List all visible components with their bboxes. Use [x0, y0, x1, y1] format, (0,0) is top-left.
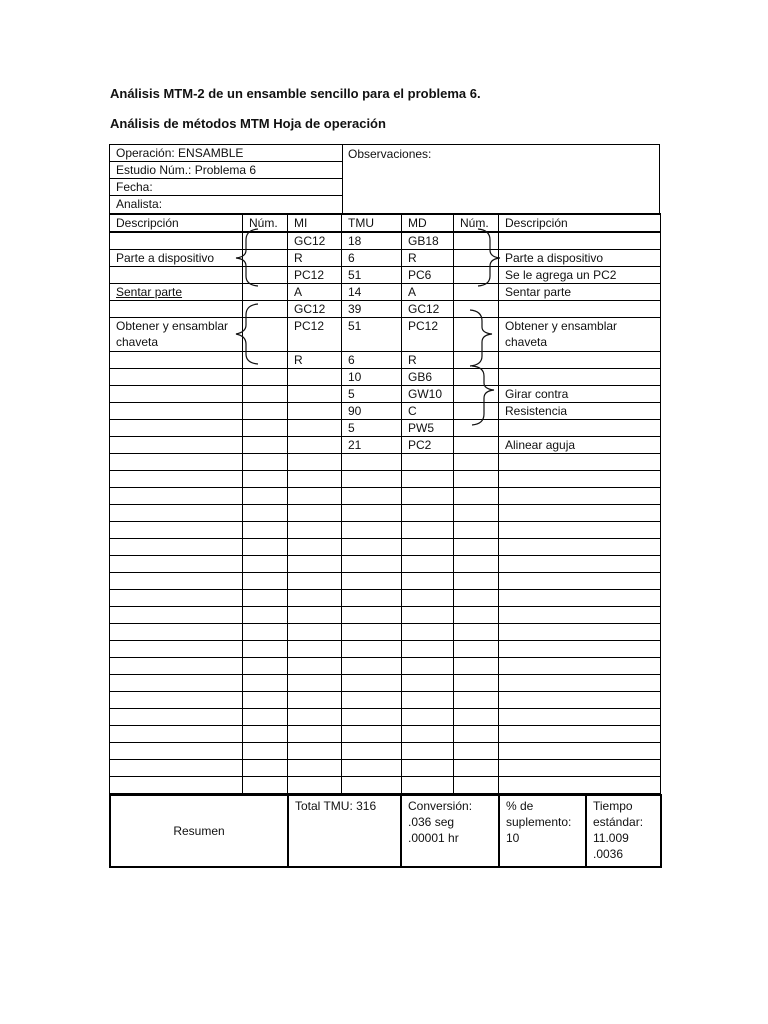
cell-num-right — [454, 420, 499, 437]
cell-descripcion-right — [499, 539, 661, 556]
table-row — [110, 437, 661, 454]
sheet-header — [109, 144, 660, 213]
cell-tmu: 5 — [342, 420, 402, 437]
cell-tmu: 6 — [342, 352, 402, 369]
table-row — [110, 471, 661, 488]
col-descripcion-left: Descripción — [110, 214, 243, 232]
cell-mi — [288, 726, 342, 743]
cell-descripcion-left — [110, 386, 243, 403]
cell-md — [402, 573, 454, 590]
cell-num-left — [243, 709, 288, 726]
table-row — [110, 522, 661, 539]
cell-descripcion-left — [110, 641, 243, 658]
table-row — [110, 284, 661, 301]
cell-md — [402, 726, 454, 743]
table-row — [110, 760, 661, 777]
cell-md — [402, 539, 454, 556]
cell-num-right — [454, 232, 499, 250]
cell-num-left — [243, 471, 288, 488]
cell-md — [402, 658, 454, 675]
cell-mi — [288, 692, 342, 709]
cell-num-right — [454, 709, 499, 726]
header-divider — [342, 145, 343, 213]
cell-tmu — [342, 505, 402, 522]
cell-mi — [288, 369, 342, 386]
table-row — [110, 777, 661, 794]
cell-descripcion-right — [499, 301, 661, 318]
cell-num-right — [454, 284, 499, 301]
cell-md — [402, 607, 454, 624]
cell-num-right — [454, 437, 499, 454]
cell-descripcion-right — [499, 590, 661, 607]
table-header-row — [110, 214, 661, 232]
cell-tmu — [342, 658, 402, 675]
cell-descripcion-right — [499, 454, 661, 471]
cell-descripcion-left — [110, 590, 243, 607]
cell-mi — [288, 777, 342, 794]
cell-mi — [288, 658, 342, 675]
cell-mi: GC12 — [288, 232, 342, 250]
cell-num-left — [243, 675, 288, 692]
cell-md: GB18 — [402, 232, 454, 250]
cell-num-right — [454, 556, 499, 573]
summary-suplemento: % de suplemento: 10 — [499, 795, 586, 867]
cell-tmu: 21 — [342, 437, 402, 454]
col-mi: MI — [288, 214, 342, 232]
cell-tmu: 51 — [342, 267, 402, 284]
cell-num-left — [243, 573, 288, 590]
cell-md: C — [402, 403, 454, 420]
table-row — [110, 658, 661, 675]
table-row — [110, 590, 661, 607]
cell-descripcion-right — [499, 743, 661, 760]
cell-descripcion-left — [110, 232, 243, 250]
cell-md — [402, 675, 454, 692]
cell-descripcion-left: Sentar parte — [110, 284, 243, 301]
cell-num-right — [454, 726, 499, 743]
table-row — [110, 232, 661, 250]
cell-md — [402, 624, 454, 641]
cell-descripcion-left — [110, 556, 243, 573]
cell-md — [402, 590, 454, 607]
cell-descripcion-left: Parte a dispositivo — [110, 250, 243, 267]
analista-field: Analista: — [116, 197, 163, 211]
table-row — [110, 539, 661, 556]
cell-descripcion-left — [110, 573, 243, 590]
cell-num-right — [454, 539, 499, 556]
cell-tmu: 14 — [342, 284, 402, 301]
table-row — [110, 573, 661, 590]
cell-md — [402, 743, 454, 760]
cell-descripcion-right: Sentar parte — [499, 284, 661, 301]
cell-md — [402, 488, 454, 505]
cell-descripcion-right — [499, 488, 661, 505]
col-num-left: Núm. — [243, 214, 288, 232]
cell-md: PC6 — [402, 267, 454, 284]
summary-label: Resumen — [110, 795, 288, 867]
cell-descripcion-left — [110, 420, 243, 437]
cell-descripcion-right — [499, 522, 661, 539]
cell-num-right — [454, 692, 499, 709]
cell-md — [402, 454, 454, 471]
observaciones-field: Observaciones: — [348, 147, 432, 161]
cell-num-left — [243, 726, 288, 743]
cell-md — [402, 641, 454, 658]
cell-mi — [288, 386, 342, 403]
cell-num-left — [243, 488, 288, 505]
table-row — [110, 386, 661, 403]
cell-md: GW10 — [402, 386, 454, 403]
cell-tmu — [342, 607, 402, 624]
summary-total-tmu: Total TMU: 316 — [288, 795, 401, 867]
operacion-field: Operación: ENSAMBLE — [110, 145, 342, 162]
cell-descripcion-left — [110, 352, 243, 369]
cell-num-right — [454, 607, 499, 624]
cell-tmu — [342, 726, 402, 743]
cell-tmu — [342, 777, 402, 794]
cell-mi — [288, 437, 342, 454]
cell-descripcion-right — [499, 658, 661, 675]
col-md: MD — [402, 214, 454, 232]
cell-descripcion-right: Se le agrega un PC2 — [499, 267, 661, 284]
cell-descripcion-right — [499, 709, 661, 726]
cell-mi — [288, 641, 342, 658]
cell-tmu — [342, 624, 402, 641]
cell-tmu: 18 — [342, 232, 402, 250]
cell-descripcion-left — [110, 267, 243, 284]
cell-descripcion-left — [110, 726, 243, 743]
cell-descripcion-right — [499, 232, 661, 250]
cell-descripcion-left: Obtener y ensamblar chaveta — [110, 318, 243, 352]
cell-md — [402, 777, 454, 794]
cell-num-right — [454, 675, 499, 692]
cell-md: GB6 — [402, 369, 454, 386]
cell-num-right — [454, 743, 499, 760]
cell-mi — [288, 454, 342, 471]
cell-tmu — [342, 471, 402, 488]
cell-num-right — [454, 386, 499, 403]
table-row — [110, 301, 661, 318]
cell-tmu: 90 — [342, 403, 402, 420]
cell-mi: GC12 — [288, 301, 342, 318]
cell-num-right — [454, 505, 499, 522]
cell-num-right — [454, 641, 499, 658]
table-row — [110, 556, 661, 573]
operations-table — [109, 213, 661, 794]
cell-descripcion-right — [499, 726, 661, 743]
cell-descripcion-right: Parte a dispositivo — [499, 250, 661, 267]
cell-descripcion-right — [499, 573, 661, 590]
cell-num-left — [243, 522, 288, 539]
cell-num-left — [243, 590, 288, 607]
cell-num-left — [243, 743, 288, 760]
cell-mi: A — [288, 284, 342, 301]
cell-md: R — [402, 352, 454, 369]
cell-num-right — [454, 777, 499, 794]
cell-md — [402, 760, 454, 777]
cell-mi — [288, 590, 342, 607]
cell-descripcion-right — [499, 692, 661, 709]
cell-num-right — [454, 250, 499, 267]
cell-num-left — [243, 232, 288, 250]
cell-descripcion-right — [499, 556, 661, 573]
cell-md: PC2 — [402, 437, 454, 454]
summary-table — [109, 794, 662, 868]
cell-descripcion-right — [499, 471, 661, 488]
cell-num-left — [243, 250, 288, 267]
cell-tmu: 6 — [342, 250, 402, 267]
cell-descripcion-left — [110, 709, 243, 726]
cell-num-right — [454, 658, 499, 675]
cell-num-left — [243, 352, 288, 369]
cell-num-right — [454, 573, 499, 590]
cell-num-left — [243, 284, 288, 301]
cell-descripcion-left — [110, 301, 243, 318]
cell-md: PC12 — [402, 318, 454, 352]
table-row — [110, 369, 661, 386]
cell-mi — [288, 488, 342, 505]
col-descripcion-right: Descripción — [499, 214, 661, 232]
cell-num-left — [243, 760, 288, 777]
cell-descripcion-left — [110, 454, 243, 471]
cell-tmu — [342, 488, 402, 505]
cell-mi — [288, 403, 342, 420]
cell-num-right — [454, 590, 499, 607]
cell-num-left — [243, 692, 288, 709]
cell-mi — [288, 420, 342, 437]
cell-md — [402, 556, 454, 573]
cell-tmu: 39 — [342, 301, 402, 318]
cell-mi — [288, 522, 342, 539]
cell-tmu — [342, 675, 402, 692]
cell-tmu — [342, 590, 402, 607]
cell-num-left — [243, 539, 288, 556]
cell-descripcion-right — [499, 369, 661, 386]
cell-num-right — [454, 488, 499, 505]
cell-num-left — [243, 624, 288, 641]
cell-num-left — [243, 267, 288, 284]
cell-descripcion-left — [110, 505, 243, 522]
cell-md: PW5 — [402, 420, 454, 437]
cell-descripcion-left — [110, 658, 243, 675]
cell-mi — [288, 675, 342, 692]
cell-descripcion-left — [110, 369, 243, 386]
table-row — [110, 250, 661, 267]
summary-conversion: Conversión: .036 seg .00001 hr — [401, 795, 499, 867]
cell-md — [402, 709, 454, 726]
cell-num-left — [243, 658, 288, 675]
cell-tmu — [342, 556, 402, 573]
cell-num-left — [243, 318, 288, 352]
cell-mi: PC12 — [288, 318, 342, 352]
cell-descripcion-right: Obtener y ensamblar chaveta — [499, 318, 661, 352]
cell-num-left — [243, 556, 288, 573]
cell-descripcion-left — [110, 624, 243, 641]
cell-num-right — [454, 522, 499, 539]
cell-tmu — [342, 539, 402, 556]
fecha-field: Fecha: — [110, 179, 342, 196]
table-row — [110, 726, 661, 743]
operation-sheet — [109, 144, 660, 868]
cell-mi — [288, 624, 342, 641]
cell-num-right — [454, 369, 499, 386]
col-num-right: Núm. — [454, 214, 499, 232]
cell-descripcion-right: Alinear aguja — [499, 437, 661, 454]
cell-num-left — [243, 369, 288, 386]
cell-descripcion-right — [499, 352, 661, 369]
col-tmu: TMU — [342, 214, 402, 232]
cell-md: GC12 — [402, 301, 454, 318]
cell-tmu — [342, 454, 402, 471]
cell-tmu — [342, 641, 402, 658]
cell-num-left — [243, 403, 288, 420]
cell-num-left — [243, 505, 288, 522]
cell-num-left — [243, 386, 288, 403]
cell-descripcion-right: Resistencia — [499, 403, 661, 420]
cell-mi — [288, 539, 342, 556]
cell-descripcion-right — [499, 777, 661, 794]
cell-descripcion-left — [110, 777, 243, 794]
cell-num-right — [454, 352, 499, 369]
cell-descripcion-left — [110, 539, 243, 556]
cell-tmu — [342, 743, 402, 760]
table-row — [110, 675, 661, 692]
cell-mi — [288, 471, 342, 488]
cell-descripcion-right — [499, 607, 661, 624]
cell-num-left — [243, 777, 288, 794]
cell-descripcion-left — [110, 743, 243, 760]
document-title: Análisis MTM-2 de un ensamble sencillo para el problema 6. — [110, 86, 481, 101]
cell-mi — [288, 709, 342, 726]
cell-md — [402, 522, 454, 539]
cell-num-left — [243, 607, 288, 624]
table-row — [110, 403, 661, 420]
cell-descripcion-left — [110, 760, 243, 777]
cell-mi — [288, 573, 342, 590]
cell-descripcion-right — [499, 675, 661, 692]
cell-mi — [288, 743, 342, 760]
cell-num-left — [243, 437, 288, 454]
cell-descripcion-left — [110, 692, 243, 709]
cell-descripcion-right — [499, 420, 661, 437]
cell-tmu: 10 — [342, 369, 402, 386]
cell-tmu: 51 — [342, 318, 402, 352]
cell-num-right — [454, 267, 499, 284]
cell-num-left — [243, 420, 288, 437]
cell-num-right — [454, 760, 499, 777]
cell-mi — [288, 505, 342, 522]
cell-num-right — [454, 454, 499, 471]
cell-mi: PC12 — [288, 267, 342, 284]
cell-descripcion-left — [110, 403, 243, 420]
cell-tmu — [342, 522, 402, 539]
cell-descripcion-left — [110, 471, 243, 488]
table-row — [110, 641, 661, 658]
cell-descripcion-right: Girar contra — [499, 386, 661, 403]
cell-mi — [288, 556, 342, 573]
cell-tmu — [342, 760, 402, 777]
cell-num-left — [243, 641, 288, 658]
cell-num-left — [243, 301, 288, 318]
cell-num-right — [454, 471, 499, 488]
cell-md — [402, 471, 454, 488]
cell-descripcion-right — [499, 641, 661, 658]
summary-tiempo-estandar: Tiempo estándar: 11.009 .0036 — [586, 795, 661, 867]
table-row — [110, 352, 661, 369]
cell-descripcion-left — [110, 607, 243, 624]
sheet-title: Análisis de métodos MTM Hoja de operación — [110, 116, 386, 131]
table-row — [110, 692, 661, 709]
cell-num-right — [454, 624, 499, 641]
cell-tmu — [342, 709, 402, 726]
cell-md: R — [402, 250, 454, 267]
cell-descripcion-right — [499, 505, 661, 522]
cell-descripcion-left — [110, 522, 243, 539]
table-row — [110, 318, 661, 352]
cell-mi — [288, 607, 342, 624]
cell-descripcion-left — [110, 437, 243, 454]
cell-mi — [288, 760, 342, 777]
table-row — [110, 454, 661, 471]
cell-num-right — [454, 301, 499, 318]
cell-descripcion-right — [499, 624, 661, 641]
estudio-field: Estudio Núm.: Problema 6 — [110, 162, 342, 179]
table-row — [110, 709, 661, 726]
table-row — [110, 488, 661, 505]
cell-num-left — [243, 454, 288, 471]
table-row — [110, 607, 661, 624]
cell-descripcion-right — [499, 760, 661, 777]
table-row — [110, 624, 661, 641]
cell-mi: R — [288, 250, 342, 267]
cell-tmu — [342, 573, 402, 590]
table-row — [110, 505, 661, 522]
table-row — [110, 267, 661, 284]
cell-md: A — [402, 284, 454, 301]
cell-mi: R — [288, 352, 342, 369]
cell-num-right — [454, 403, 499, 420]
cell-descripcion-left — [110, 675, 243, 692]
table-row — [110, 743, 661, 760]
cell-descripcion-left — [110, 488, 243, 505]
cell-tmu: 5 — [342, 386, 402, 403]
table-row — [110, 420, 661, 437]
cell-md — [402, 505, 454, 522]
cell-md — [402, 692, 454, 709]
cell-tmu — [342, 692, 402, 709]
cell-num-right — [454, 318, 499, 352]
